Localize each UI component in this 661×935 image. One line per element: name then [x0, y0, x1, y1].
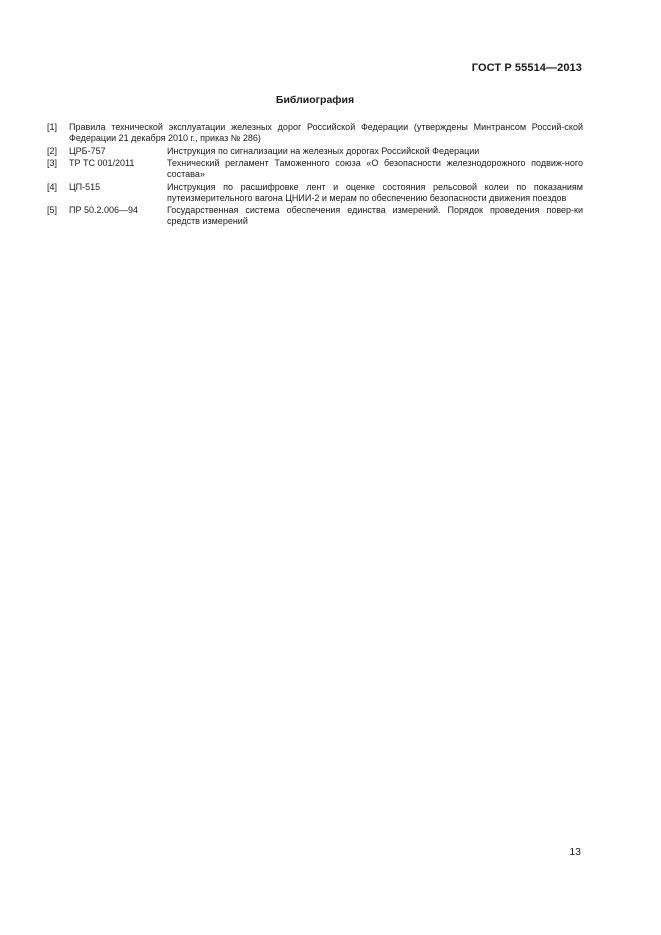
bibliography-entry-1 — [47, 122, 583, 144]
entry-code: ПР 50.2.006—94 — [69, 205, 139, 215]
page-number: 13 — [569, 846, 581, 858]
entry-number: [1] — [47, 122, 58, 132]
entry-number: [2] — [47, 145, 58, 156]
bibliography-list — [47, 122, 583, 229]
entry-code: ЦП-515 — [69, 181, 101, 192]
entry-number: [3] — [47, 158, 58, 168]
entry-text: Технический регламент Таможенного союза «О безопасности железнодорожного подвиж-ного состава» — [167, 158, 583, 179]
document-code: ГОСТ Р 55514—2013 — [471, 62, 582, 74]
entry-text: Правила технической эксплуатации железных дорог Российской Федерации (утверждены Минтрансом Россий-ской Федерации 21 декабря 2010 г., приказ № 286) — [69, 122, 583, 143]
entry-code: ЦРБ-757 — [69, 145, 106, 156]
entry-number: [5] — [47, 205, 58, 215]
entry-text: Государственная система обеспечения единства измерений. Порядок проведения повер-ки средств измерений — [167, 205, 583, 226]
bibliography-entry-3 — [47, 158, 583, 180]
bibliography-entry-2 — [47, 146, 583, 157]
bibliography-entry-4 — [47, 182, 583, 204]
entry-number: [4] — [47, 181, 58, 192]
section-title: Библиография — [275, 94, 355, 106]
entry-text: Инструкция по сигнализации на железных дорогах Российской Федерации — [167, 145, 480, 156]
entry-text: Инструкция по расшифровке лент и оценке состояния рельсовой колеи по показаниям путеизмерительного вагона ЦНИИ-2 и мерам по обеспечению безопасности движения поездов — [167, 181, 583, 203]
bibliography-entry-5 — [47, 205, 583, 227]
entry-code: ТР ТС 001/2011 — [69, 158, 135, 168]
